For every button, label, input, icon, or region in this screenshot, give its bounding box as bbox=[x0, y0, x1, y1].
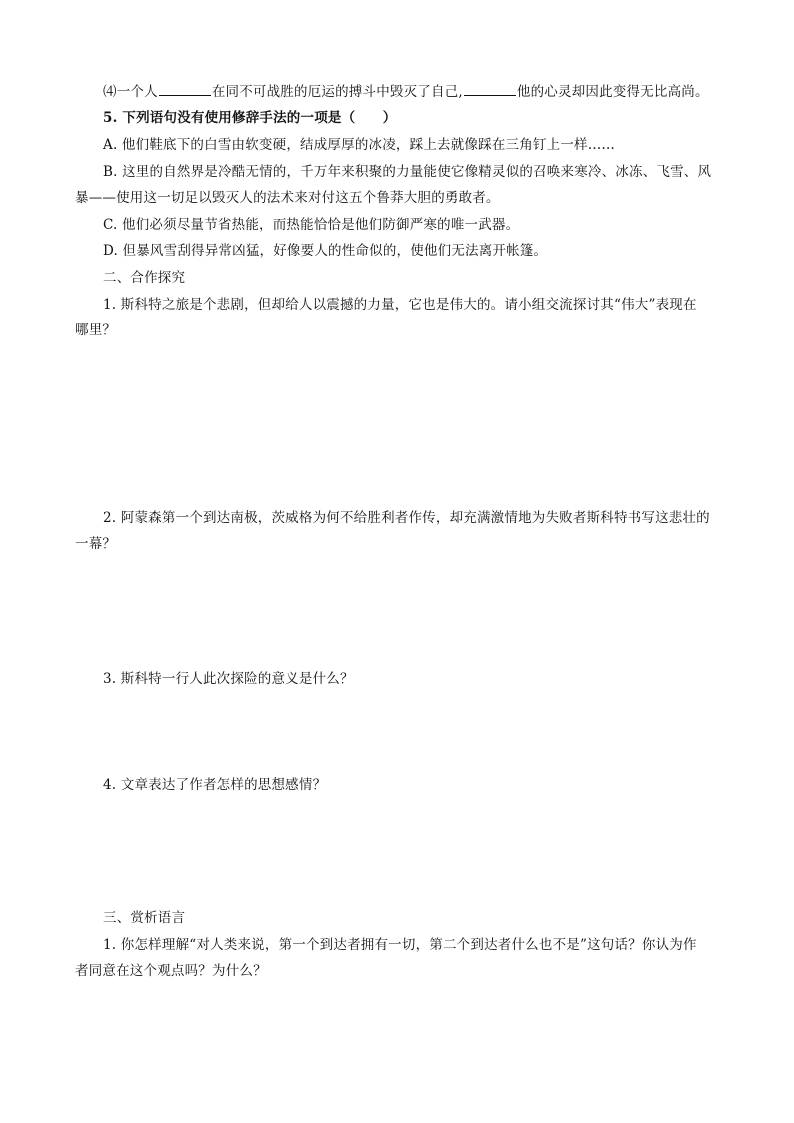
option-b-line1: B. 这里的自然界是冷酷无情的，千万年来积聚的力量能使它像精灵似的召唤来寒冷、冰冻、飞雪、风 bbox=[103, 164, 712, 180]
section-2-question-2-line1: 2. 阿蒙森第一个到达南极，茨威格为何不给胜利者作传，却充满激情地为失败者斯科特书写这悲壮的 bbox=[103, 510, 710, 526]
section-2-question-4: 4. 文章表达了作者怎样的思想感情？ bbox=[103, 777, 327, 793]
item-4-suffix: 他的心灵却因此变得无比高尚。 bbox=[516, 84, 709, 100]
option-d: D. 但暴风雪刮得异常凶猛，好像要人的性命似的，使他们无法离开帐篷。 bbox=[103, 243, 548, 259]
section-3-question-1-line2: 者同意在这个观点吗？为什么？ bbox=[75, 963, 267, 979]
section-3-question-1-line1: 1. 你怎样理解“对人类来说，第一个到达者拥有一切，第二个到达者什么也不是”这句话？你认为作 bbox=[103, 937, 697, 953]
option-a: A. 他们鞋底下的白雪由软变硬，结成厚厚的冰凌，踩上去就像踩在三角钉上一样…… bbox=[103, 137, 616, 153]
section-3-heading: 三、赏析语言 bbox=[103, 910, 186, 926]
section-2-question-3: 3. 斯科特一行人此次探险的意义是什么？ bbox=[103, 671, 354, 687]
section-2-question-1-line2: 哪里？ bbox=[75, 322, 117, 338]
item-4-middle: 在同不可战胜的厄运的搏斗中毁灭了自己, bbox=[211, 84, 463, 100]
section-2-question-1-line1: 1. 斯科特之旅是个悲剧，但却给人以震撼的力量，它也是伟大的。请小组交流探讨其“伟大”表现在 bbox=[103, 297, 697, 313]
section-2-question-2-line2: 一幕？ bbox=[75, 536, 117, 552]
option-b-line2: 暴——使用这一切足以毁灭人的法术来对付这五个鲁莽大胆的勇敢者。 bbox=[75, 190, 500, 206]
blank-2[interactable] bbox=[464, 83, 516, 96]
section-2-heading: 二、合作探究 bbox=[103, 270, 186, 286]
answer-space-q4[interactable] bbox=[75, 800, 725, 905]
item-4-prefix: ⑷一个人 bbox=[103, 84, 158, 100]
answer-space-q3[interactable] bbox=[75, 695, 725, 770]
fill-blank-item-4 bbox=[103, 83, 725, 101]
question-5-stem: 5. 下列语句没有使用修辞手法的一项是（ ） bbox=[103, 110, 397, 126]
option-c: C. 他们必须尽量节省热能，而热能恰恰是他们防御严寒的唯一武器。 bbox=[103, 217, 520, 233]
answer-space-q1[interactable] bbox=[75, 345, 725, 500]
answer-space-q2[interactable] bbox=[75, 560, 725, 665]
blank-1[interactable] bbox=[159, 83, 211, 96]
answer-space-s3-q1[interactable] bbox=[75, 990, 725, 1100]
